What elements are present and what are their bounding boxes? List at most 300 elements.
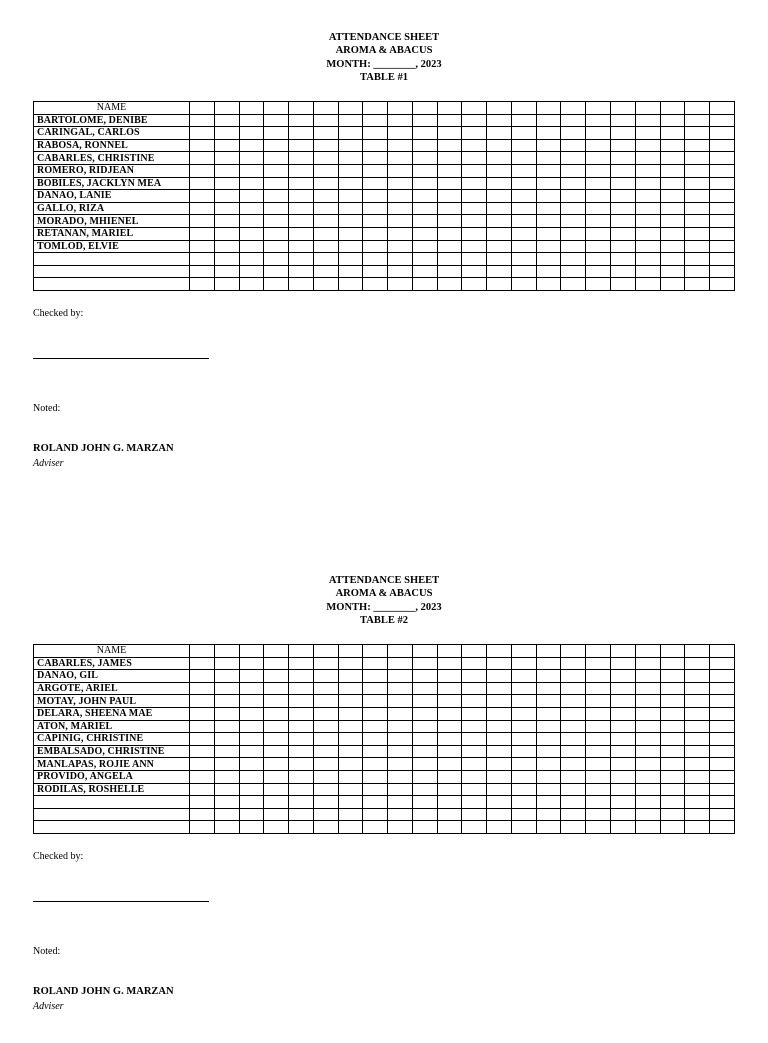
attendance-cell[interactable] xyxy=(511,265,536,278)
attendance-cell[interactable] xyxy=(586,670,611,683)
attendance-cell[interactable] xyxy=(338,215,363,228)
attendance-cell[interactable] xyxy=(487,796,512,809)
attendance-cell[interactable] xyxy=(289,783,314,796)
attendance-cell[interactable] xyxy=(437,164,462,177)
attendance-cell[interactable] xyxy=(511,733,536,746)
attendance-cell[interactable] xyxy=(437,102,462,115)
attendance-cell[interactable] xyxy=(635,821,660,834)
attendance-cell[interactable] xyxy=(561,240,586,253)
attendance-cell[interactable] xyxy=(685,215,710,228)
attendance-cell[interactable] xyxy=(437,720,462,733)
attendance-cell[interactable] xyxy=(388,758,413,771)
attendance-cell[interactable] xyxy=(190,114,215,127)
attendance-cell[interactable] xyxy=(289,682,314,695)
attendance-cell[interactable] xyxy=(635,253,660,266)
attendance-cell[interactable] xyxy=(388,152,413,165)
attendance-cell[interactable] xyxy=(412,190,437,203)
attendance-cell[interactable] xyxy=(487,139,512,152)
attendance-cell[interactable] xyxy=(685,177,710,190)
attendance-cell[interactable] xyxy=(239,177,264,190)
attendance-cell[interactable] xyxy=(685,796,710,809)
attendance-cell[interactable] xyxy=(462,720,487,733)
attendance-cell[interactable] xyxy=(214,783,239,796)
attendance-cell[interactable] xyxy=(710,253,735,266)
attendance-cell[interactable] xyxy=(190,278,215,291)
attendance-cell[interactable] xyxy=(660,127,685,140)
attendance-cell[interactable] xyxy=(338,707,363,720)
attendance-cell[interactable] xyxy=(561,177,586,190)
attendance-cell[interactable] xyxy=(511,139,536,152)
attendance-cell[interactable] xyxy=(586,253,611,266)
attendance-cell[interactable] xyxy=(635,808,660,821)
attendance-cell[interactable] xyxy=(660,707,685,720)
attendance-cell[interactable] xyxy=(313,770,338,783)
attendance-cell[interactable] xyxy=(190,152,215,165)
attendance-cell[interactable] xyxy=(363,707,388,720)
attendance-cell[interactable] xyxy=(239,202,264,215)
attendance-cell[interactable] xyxy=(338,164,363,177)
attendance-cell[interactable] xyxy=(586,720,611,733)
attendance-cell[interactable] xyxy=(536,164,561,177)
attendance-cell[interactable] xyxy=(511,240,536,253)
attendance-cell[interactable] xyxy=(313,102,338,115)
attendance-cell[interactable] xyxy=(586,657,611,670)
attendance-cell[interactable] xyxy=(437,240,462,253)
attendance-cell[interactable] xyxy=(462,682,487,695)
attendance-cell[interactable] xyxy=(685,695,710,708)
attendance-cell[interactable] xyxy=(611,682,636,695)
attendance-cell[interactable] xyxy=(487,152,512,165)
attendance-cell[interactable] xyxy=(487,745,512,758)
attendance-cell[interactable] xyxy=(511,707,536,720)
attendance-cell[interactable] xyxy=(363,253,388,266)
attendance-cell[interactable] xyxy=(289,139,314,152)
attendance-cell[interactable] xyxy=(363,164,388,177)
attendance-cell[interactable] xyxy=(313,215,338,228)
attendance-cell[interactable] xyxy=(561,139,586,152)
attendance-cell[interactable] xyxy=(313,177,338,190)
attendance-cell[interactable] xyxy=(412,682,437,695)
attendance-cell[interactable] xyxy=(487,102,512,115)
attendance-cell[interactable] xyxy=(190,645,215,658)
attendance-cell[interactable] xyxy=(462,783,487,796)
attendance-cell[interactable] xyxy=(635,114,660,127)
attendance-cell[interactable] xyxy=(214,733,239,746)
attendance-cell[interactable] xyxy=(412,670,437,683)
attendance-cell[interactable] xyxy=(586,770,611,783)
attendance-cell[interactable] xyxy=(264,253,289,266)
attendance-cell[interactable] xyxy=(487,278,512,291)
attendance-cell[interactable] xyxy=(190,670,215,683)
attendance-cell[interactable] xyxy=(388,808,413,821)
attendance-cell[interactable] xyxy=(710,745,735,758)
attendance-cell[interactable] xyxy=(462,758,487,771)
attendance-cell[interactable] xyxy=(190,695,215,708)
attendance-cell[interactable] xyxy=(685,253,710,266)
attendance-cell[interactable] xyxy=(710,796,735,809)
attendance-cell[interactable] xyxy=(239,102,264,115)
attendance-cell[interactable] xyxy=(363,202,388,215)
attendance-cell[interactable] xyxy=(313,758,338,771)
attendance-cell[interactable] xyxy=(462,215,487,228)
attendance-cell[interactable] xyxy=(363,114,388,127)
attendance-cell[interactable] xyxy=(561,733,586,746)
attendance-cell[interactable] xyxy=(338,190,363,203)
attendance-cell[interactable] xyxy=(313,821,338,834)
attendance-cell[interactable] xyxy=(412,745,437,758)
attendance-cell[interactable] xyxy=(536,127,561,140)
attendance-cell[interactable] xyxy=(239,821,264,834)
attendance-cell[interactable] xyxy=(685,720,710,733)
attendance-cell[interactable] xyxy=(437,177,462,190)
attendance-cell[interactable] xyxy=(190,808,215,821)
attendance-cell[interactable] xyxy=(536,733,561,746)
attendance-cell[interactable] xyxy=(437,707,462,720)
attendance-cell[interactable] xyxy=(313,645,338,658)
attendance-cell[interactable] xyxy=(511,796,536,809)
attendance-cell[interactable] xyxy=(635,745,660,758)
attendance-cell[interactable] xyxy=(264,670,289,683)
attendance-cell[interactable] xyxy=(190,720,215,733)
attendance-cell[interactable] xyxy=(586,745,611,758)
attendance-cell[interactable] xyxy=(264,758,289,771)
attendance-cell[interactable] xyxy=(313,240,338,253)
attendance-cell[interactable] xyxy=(363,745,388,758)
attendance-cell[interactable] xyxy=(264,707,289,720)
attendance-cell[interactable] xyxy=(412,707,437,720)
attendance-cell[interactable] xyxy=(660,139,685,152)
attendance-cell[interactable] xyxy=(660,215,685,228)
attendance-cell[interactable] xyxy=(462,265,487,278)
attendance-cell[interactable] xyxy=(264,808,289,821)
attendance-cell[interactable] xyxy=(388,139,413,152)
attendance-cell[interactable] xyxy=(363,670,388,683)
attendance-cell[interactable] xyxy=(313,657,338,670)
attendance-cell[interactable] xyxy=(289,645,314,658)
attendance-cell[interactable] xyxy=(487,645,512,658)
attendance-cell[interactable] xyxy=(536,265,561,278)
attendance-cell[interactable] xyxy=(611,808,636,821)
attendance-cell[interactable] xyxy=(487,733,512,746)
attendance-cell[interactable] xyxy=(214,202,239,215)
attendance-cell[interactable] xyxy=(388,114,413,127)
attendance-cell[interactable] xyxy=(313,265,338,278)
attendance-cell[interactable] xyxy=(487,177,512,190)
attendance-cell[interactable] xyxy=(561,265,586,278)
attendance-cell[interactable] xyxy=(363,240,388,253)
attendance-cell[interactable] xyxy=(561,758,586,771)
attendance-cell[interactable] xyxy=(338,278,363,291)
attendance-cell[interactable] xyxy=(586,783,611,796)
attendance-cell[interactable] xyxy=(611,215,636,228)
attendance-cell[interactable] xyxy=(487,240,512,253)
attendance-cell[interactable] xyxy=(611,164,636,177)
attendance-cell[interactable] xyxy=(363,102,388,115)
attendance-cell[interactable] xyxy=(412,758,437,771)
attendance-cell[interactable] xyxy=(437,670,462,683)
attendance-cell[interactable] xyxy=(561,745,586,758)
attendance-cell[interactable] xyxy=(437,278,462,291)
attendance-cell[interactable] xyxy=(289,821,314,834)
attendance-cell[interactable] xyxy=(289,202,314,215)
attendance-cell[interactable] xyxy=(462,770,487,783)
attendance-cell[interactable] xyxy=(190,253,215,266)
attendance-cell[interactable] xyxy=(660,164,685,177)
attendance-cell[interactable] xyxy=(239,707,264,720)
attendance-cell[interactable] xyxy=(462,190,487,203)
attendance-cell[interactable] xyxy=(660,227,685,240)
attendance-cell[interactable] xyxy=(536,796,561,809)
attendance-cell[interactable] xyxy=(487,707,512,720)
attendance-cell[interactable] xyxy=(214,657,239,670)
attendance-cell[interactable] xyxy=(264,152,289,165)
attendance-cell[interactable] xyxy=(635,796,660,809)
attendance-cell[interactable] xyxy=(685,808,710,821)
attendance-cell[interactable] xyxy=(611,720,636,733)
attendance-cell[interactable] xyxy=(313,808,338,821)
attendance-cell[interactable] xyxy=(264,177,289,190)
attendance-cell[interactable] xyxy=(437,682,462,695)
attendance-cell[interactable] xyxy=(511,152,536,165)
attendance-cell[interactable] xyxy=(487,215,512,228)
attendance-cell[interactable] xyxy=(264,657,289,670)
attendance-cell[interactable] xyxy=(264,821,289,834)
attendance-cell[interactable] xyxy=(437,265,462,278)
attendance-cell[interactable] xyxy=(338,102,363,115)
attendance-cell[interactable] xyxy=(363,139,388,152)
attendance-cell[interactable] xyxy=(388,707,413,720)
attendance-cell[interactable] xyxy=(313,695,338,708)
attendance-cell[interactable] xyxy=(190,127,215,140)
attendance-cell[interactable] xyxy=(536,253,561,266)
attendance-cell[interactable] xyxy=(511,645,536,658)
attendance-cell[interactable] xyxy=(313,253,338,266)
attendance-cell[interactable] xyxy=(611,152,636,165)
attendance-cell[interactable] xyxy=(660,240,685,253)
attendance-cell[interactable] xyxy=(412,102,437,115)
attendance-cell[interactable] xyxy=(611,707,636,720)
attendance-cell[interactable] xyxy=(586,265,611,278)
attendance-cell[interactable] xyxy=(214,808,239,821)
attendance-cell[interactable] xyxy=(412,720,437,733)
attendance-cell[interactable] xyxy=(660,645,685,658)
attendance-cell[interactable] xyxy=(239,796,264,809)
attendance-cell[interactable] xyxy=(487,720,512,733)
attendance-cell[interactable] xyxy=(190,745,215,758)
attendance-cell[interactable] xyxy=(437,770,462,783)
attendance-cell[interactable] xyxy=(338,127,363,140)
attendance-cell[interactable] xyxy=(462,733,487,746)
attendance-cell[interactable] xyxy=(710,139,735,152)
attendance-cell[interactable] xyxy=(388,796,413,809)
attendance-cell[interactable] xyxy=(264,265,289,278)
attendance-cell[interactable] xyxy=(511,808,536,821)
attendance-cell[interactable] xyxy=(710,202,735,215)
attendance-cell[interactable] xyxy=(635,152,660,165)
attendance-cell[interactable] xyxy=(611,139,636,152)
attendance-cell[interactable] xyxy=(611,240,636,253)
attendance-cell[interactable] xyxy=(437,152,462,165)
attendance-cell[interactable] xyxy=(338,670,363,683)
attendance-cell[interactable] xyxy=(214,695,239,708)
attendance-cell[interactable] xyxy=(561,278,586,291)
attendance-cell[interactable] xyxy=(611,796,636,809)
attendance-cell[interactable] xyxy=(536,670,561,683)
attendance-cell[interactable] xyxy=(660,278,685,291)
attendance-cell[interactable] xyxy=(363,808,388,821)
attendance-cell[interactable] xyxy=(239,164,264,177)
attendance-cell[interactable] xyxy=(660,177,685,190)
attendance-cell[interactable] xyxy=(388,127,413,140)
attendance-cell[interactable] xyxy=(462,695,487,708)
attendance-cell[interactable] xyxy=(462,657,487,670)
attendance-cell[interactable] xyxy=(487,127,512,140)
attendance-cell[interactable] xyxy=(214,152,239,165)
attendance-cell[interactable] xyxy=(462,821,487,834)
attendance-cell[interactable] xyxy=(412,265,437,278)
attendance-cell[interactable] xyxy=(190,770,215,783)
attendance-cell[interactable] xyxy=(190,796,215,809)
attendance-cell[interactable] xyxy=(264,733,289,746)
attendance-cell[interactable] xyxy=(239,682,264,695)
attendance-cell[interactable] xyxy=(685,114,710,127)
attendance-cell[interactable] xyxy=(660,152,685,165)
attendance-cell[interactable] xyxy=(586,682,611,695)
attendance-cell[interactable] xyxy=(660,695,685,708)
attendance-cell[interactable] xyxy=(338,152,363,165)
attendance-cell[interactable] xyxy=(536,657,561,670)
attendance-cell[interactable] xyxy=(710,783,735,796)
attendance-cell[interactable] xyxy=(536,695,561,708)
attendance-cell[interactable] xyxy=(190,657,215,670)
attendance-cell[interactable] xyxy=(611,657,636,670)
attendance-cell[interactable] xyxy=(710,127,735,140)
attendance-cell[interactable] xyxy=(710,190,735,203)
attendance-cell[interactable] xyxy=(561,707,586,720)
attendance-cell[interactable] xyxy=(710,682,735,695)
attendance-cell[interactable] xyxy=(388,695,413,708)
attendance-cell[interactable] xyxy=(635,783,660,796)
attendance-cell[interactable] xyxy=(561,215,586,228)
attendance-cell[interactable] xyxy=(338,227,363,240)
attendance-cell[interactable] xyxy=(660,114,685,127)
attendance-cell[interactable] xyxy=(462,164,487,177)
attendance-cell[interactable] xyxy=(561,770,586,783)
attendance-cell[interactable] xyxy=(487,783,512,796)
attendance-cell[interactable] xyxy=(511,758,536,771)
attendance-cell[interactable] xyxy=(214,770,239,783)
attendance-cell[interactable] xyxy=(586,164,611,177)
attendance-cell[interactable] xyxy=(511,278,536,291)
attendance-cell[interactable] xyxy=(635,215,660,228)
attendance-cell[interactable] xyxy=(264,139,289,152)
attendance-cell[interactable] xyxy=(412,164,437,177)
attendance-cell[interactable] xyxy=(586,215,611,228)
attendance-cell[interactable] xyxy=(710,114,735,127)
attendance-cell[interactable] xyxy=(239,745,264,758)
attendance-cell[interactable] xyxy=(264,102,289,115)
attendance-cell[interactable] xyxy=(511,657,536,670)
attendance-cell[interactable] xyxy=(710,821,735,834)
attendance-cell[interactable] xyxy=(511,783,536,796)
attendance-cell[interactable] xyxy=(313,114,338,127)
attendance-cell[interactable] xyxy=(536,808,561,821)
attendance-cell[interactable] xyxy=(363,227,388,240)
attendance-cell[interactable] xyxy=(635,720,660,733)
attendance-cell[interactable] xyxy=(437,745,462,758)
attendance-cell[interactable] xyxy=(239,758,264,771)
attendance-cell[interactable] xyxy=(289,152,314,165)
attendance-cell[interactable] xyxy=(586,808,611,821)
attendance-cell[interactable] xyxy=(313,707,338,720)
attendance-cell[interactable] xyxy=(190,215,215,228)
attendance-cell[interactable] xyxy=(635,707,660,720)
attendance-cell[interactable] xyxy=(462,278,487,291)
attendance-cell[interactable] xyxy=(487,227,512,240)
attendance-cell[interactable] xyxy=(363,796,388,809)
attendance-cell[interactable] xyxy=(264,215,289,228)
attendance-cell[interactable] xyxy=(710,215,735,228)
attendance-cell[interactable] xyxy=(338,796,363,809)
attendance-cell[interactable] xyxy=(685,139,710,152)
attendance-cell[interactable] xyxy=(660,808,685,821)
attendance-cell[interactable] xyxy=(611,745,636,758)
attendance-cell[interactable] xyxy=(660,190,685,203)
attendance-cell[interactable] xyxy=(214,720,239,733)
attendance-cell[interactable] xyxy=(685,670,710,683)
attendance-cell[interactable] xyxy=(388,227,413,240)
attendance-cell[interactable] xyxy=(685,278,710,291)
attendance-cell[interactable] xyxy=(487,670,512,683)
attendance-cell[interactable] xyxy=(289,758,314,771)
attendance-cell[interactable] xyxy=(561,783,586,796)
attendance-cell[interactable] xyxy=(685,227,710,240)
attendance-cell[interactable] xyxy=(264,278,289,291)
attendance-cell[interactable] xyxy=(635,127,660,140)
attendance-cell[interactable] xyxy=(462,253,487,266)
attendance-cell[interactable] xyxy=(536,783,561,796)
attendance-cell[interactable] xyxy=(437,227,462,240)
attendance-cell[interactable] xyxy=(338,745,363,758)
attendance-cell[interactable] xyxy=(561,657,586,670)
attendance-cell[interactable] xyxy=(660,720,685,733)
attendance-cell[interactable] xyxy=(190,682,215,695)
attendance-cell[interactable] xyxy=(536,682,561,695)
attendance-cell[interactable] xyxy=(264,770,289,783)
attendance-cell[interactable] xyxy=(190,177,215,190)
attendance-cell[interactable] xyxy=(338,733,363,746)
attendance-cell[interactable] xyxy=(511,670,536,683)
attendance-cell[interactable] xyxy=(289,770,314,783)
attendance-cell[interactable] xyxy=(462,177,487,190)
attendance-cell[interactable] xyxy=(536,227,561,240)
attendance-cell[interactable] xyxy=(412,215,437,228)
attendance-cell[interactable] xyxy=(685,682,710,695)
attendance-cell[interactable] xyxy=(289,190,314,203)
attendance-cell[interactable] xyxy=(611,190,636,203)
attendance-cell[interactable] xyxy=(412,733,437,746)
attendance-cell[interactable] xyxy=(710,770,735,783)
attendance-cell[interactable] xyxy=(289,164,314,177)
attendance-cell[interactable] xyxy=(511,177,536,190)
attendance-cell[interactable] xyxy=(710,670,735,683)
attendance-cell[interactable] xyxy=(511,682,536,695)
attendance-cell[interactable] xyxy=(437,733,462,746)
attendance-cell[interactable] xyxy=(289,720,314,733)
attendance-cell[interactable] xyxy=(561,720,586,733)
attendance-cell[interactable] xyxy=(511,253,536,266)
attendance-cell[interactable] xyxy=(511,695,536,708)
